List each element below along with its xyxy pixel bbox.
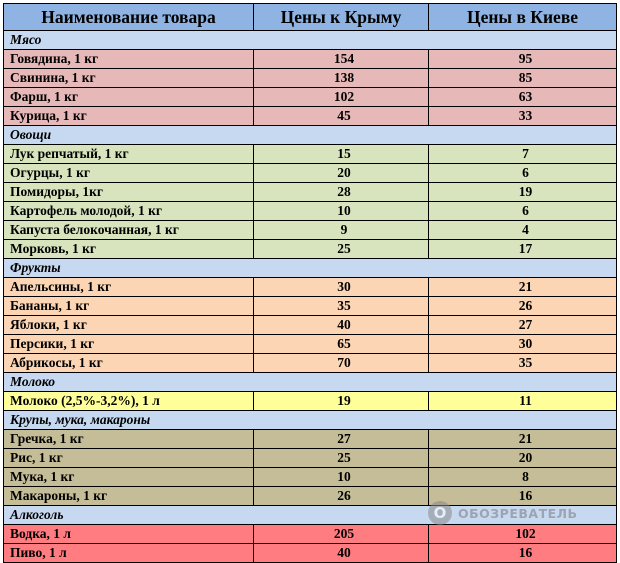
product-name-cell: Картофель молодой, 1 кг [4,202,254,221]
crimea-price-cell: 9 [254,221,429,240]
category-row [4,411,617,430]
product-name-cell: Пиво, 1 л [4,544,254,563]
table-row [4,221,617,240]
table-row [4,164,617,183]
kiev-price-cell: 4 [429,221,617,240]
kiev-price-cell: 30 [429,335,617,354]
category-row [4,126,617,145]
kiev-price-cell: 6 [429,164,617,183]
header-product: Наименование товара [4,4,254,31]
product-name-cell: Фарш, 1 кг [4,88,254,107]
crimea-price-cell: 40 [254,544,429,563]
table-body [4,31,617,563]
kiev-price-cell: 33 [429,107,617,126]
category-label: Крупы, мука, макароны [4,411,617,430]
price-comparison-table [3,3,617,563]
product-name-cell: Бананы, 1 кг [4,297,254,316]
category-label: Мясо [4,31,617,50]
table-row [4,525,617,544]
crimea-price-cell: 30 [254,278,429,297]
kiev-price-cell: 35 [429,354,617,373]
crimea-price-cell: 40 [254,316,429,335]
kiev-price-cell: 21 [429,430,617,449]
category-label: Фрукты [4,259,617,278]
table-row [4,487,617,506]
crimea-price-cell: 138 [254,69,429,88]
product-name-cell: Абрикосы, 1 кг [4,354,254,373]
crimea-price-cell: 205 [254,525,429,544]
obozrevatel-logo-icon: О [428,501,452,525]
category-label: Алкоголь [4,506,617,525]
table-row [4,50,617,69]
table-row [4,316,617,335]
crimea-price-cell: 65 [254,335,429,354]
table-row [4,468,617,487]
table-row [4,88,617,107]
product-name-cell: Гречка, 1 кг [4,430,254,449]
crimea-price-cell: 35 [254,297,429,316]
kiev-price-cell: 11 [429,392,617,411]
kiev-price-cell: 27 [429,316,617,335]
header-kiev-price: Цены в Киеве [429,4,617,31]
crimea-price-cell: 102 [254,88,429,107]
table-row [4,392,617,411]
crimea-price-cell: 19 [254,392,429,411]
crimea-price-cell: 25 [254,449,429,468]
category-row [4,31,617,50]
product-name-cell: Мука, 1 кг [4,468,254,487]
product-name-cell: Апельсины, 1 кг [4,278,254,297]
product-name-cell: Макароны, 1 кг [4,487,254,506]
category-label: Овощи [4,126,617,145]
kiev-price-cell: 20 [429,449,617,468]
crimea-price-cell: 28 [254,183,429,202]
table-row [4,240,617,259]
crimea-price-cell: 25 [254,240,429,259]
crimea-price-cell: 27 [254,430,429,449]
kiev-price-cell: 95 [429,50,617,69]
crimea-price-cell: 10 [254,202,429,221]
table-row [4,354,617,373]
table-row [4,107,617,126]
product-name-cell: Курица, 1 кг [4,107,254,126]
crimea-price-cell: 70 [254,354,429,373]
kiev-price-cell: 16 [429,544,617,563]
product-name-cell: Огурцы, 1 кг [4,164,254,183]
kiev-price-cell: 102 [429,525,617,544]
table-row [4,145,617,164]
product-name-cell: Яблоки, 1 кг [4,316,254,335]
category-row [4,506,617,525]
table-row [4,202,617,221]
table-row [4,278,617,297]
product-name-cell: Рис, 1 кг [4,449,254,468]
kiev-price-cell: 6 [429,202,617,221]
watermark-text: ОБОЗРЕВАТЕЛЬ [458,505,578,521]
kiev-price-cell: 7 [429,145,617,164]
product-name-cell: Молоко (2,5%-3,2%), 1 л [4,392,254,411]
table-row [4,430,617,449]
table-row [4,69,617,88]
header-row [4,4,617,31]
category-row [4,259,617,278]
product-name-cell: Морковь, 1 кг [4,240,254,259]
table-row [4,544,617,563]
crimea-price-cell: 15 [254,145,429,164]
kiev-price-cell: 19 [429,183,617,202]
crimea-price-cell: 20 [254,164,429,183]
kiev-price-cell: 85 [429,69,617,88]
product-name-cell: Лук репчатый, 1 кг [4,145,254,164]
product-name-cell: Свинина, 1 кг [4,69,254,88]
product-name-cell: Персики, 1 кг [4,335,254,354]
product-name-cell: Говядина, 1 кг [4,50,254,69]
kiev-price-cell: 16 [429,487,617,506]
kiev-price-cell: 8 [429,468,617,487]
table-row [4,335,617,354]
crimea-price-cell: 10 [254,468,429,487]
product-name-cell: Капуста белокочанная, 1 кг [4,221,254,240]
table-row [4,297,617,316]
table-row [4,449,617,468]
category-row [4,373,617,392]
kiev-price-cell: 63 [429,88,617,107]
product-name-cell: Помидоры, 1кг [4,183,254,202]
kiev-price-cell: 26 [429,297,617,316]
crimea-price-cell: 26 [254,487,429,506]
crimea-price-cell: 45 [254,107,429,126]
table-row [4,183,617,202]
kiev-price-cell: 17 [429,240,617,259]
kiev-price-cell: 21 [429,278,617,297]
product-name-cell: Водка, 1 л [4,525,254,544]
crimea-price-cell: 154 [254,50,429,69]
category-label: Молоко [4,373,617,392]
header-crimea-price: Цены к Крыму [254,4,429,31]
